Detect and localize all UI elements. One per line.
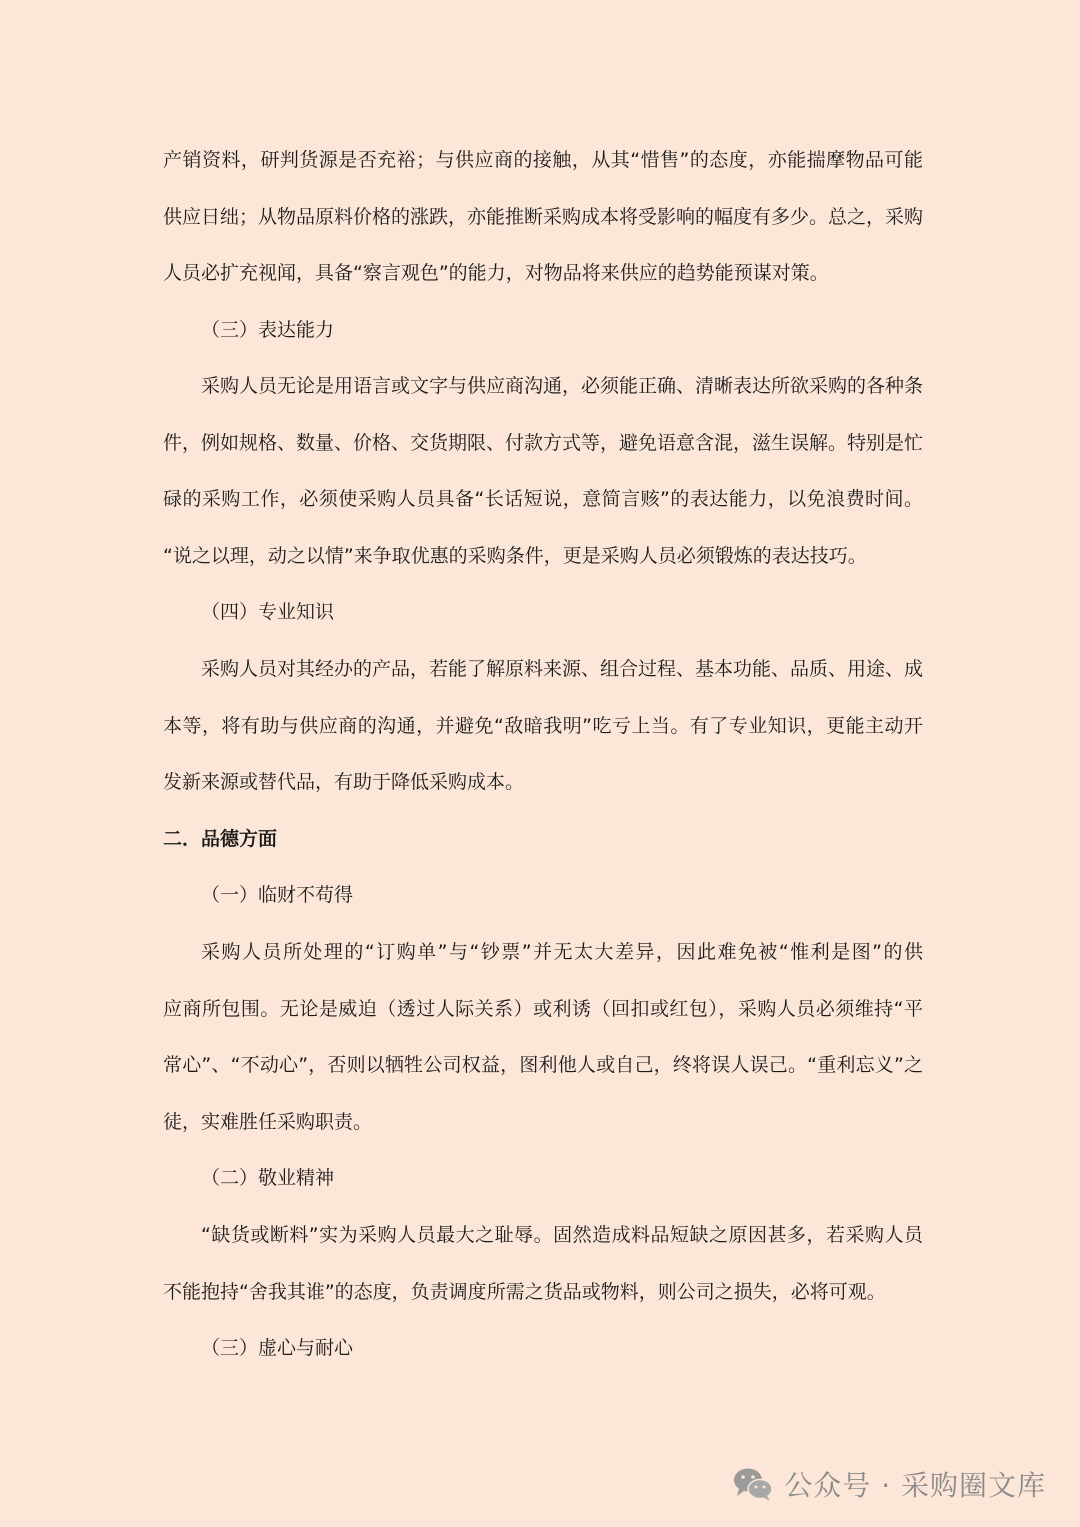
paragraph-line: 本等，将有助与供应商的沟通，并避免“敌暗我明”吃亏上当。有了专业知识，更能主动开	[163, 715, 923, 737]
paragraph-line: “说之以理，动之以情”来争取优惠的采购条件，更是采购人员必须锻炼的表达技巧。	[163, 545, 867, 567]
subsection-heading: （四）专业知识	[201, 601, 335, 623]
subsection-heading: （一）临财不苟得	[201, 884, 354, 906]
wechat-icon	[732, 1466, 774, 1502]
watermark-text: 公众号 · 采购圈文库	[784, 1469, 1046, 1502]
paragraph-line: 发新来源或替代品，有助于降低采购成本。	[163, 771, 525, 793]
paragraph-line: 采购人员所处理的“订购单”与“钞票”并无太大差异，因此难免被“惟利是图”的供	[201, 941, 923, 963]
section-heading: 二．品德方面	[163, 828, 278, 850]
paragraph-line: 产销资料，研判货源是否充裕；与供应商的接触，从其“惜售”的态度，亦能揣摩物品可能	[163, 149, 923, 171]
paragraph-line: 不能抱持“舍我其谁”的态度，负责调度所需之货品或物料，则公司之损失，必将可观。	[163, 1281, 886, 1303]
subsection-heading: （三）虚心与耐心	[201, 1337, 354, 1359]
subsection-heading: （二）敬业精神	[201, 1167, 335, 1189]
paragraph-line: 常心”、“不动心”，否则以牺牲公司权益，图利他人或自己，终将误人误己。“重利忘义”之	[163, 1054, 923, 1076]
paragraph-line: 应商所包围。无论是威迫（透过人际关系）或利诱（回扣或红包），采购人员必须维持“平	[163, 998, 923, 1020]
paragraph-line: 供应日绌；从物品原料价格的涨跌，亦能推断采购成本将受影响的幅度有多少。总之，采购	[163, 206, 924, 228]
paragraph-line: 采购人员对其经办的产品，若能了解原料来源、组合过程、基本功能、品质、用途、成	[201, 658, 924, 680]
watermark	[732, 1464, 1046, 1504]
paragraph-line: 人员必扩充视闻，具备“察言观色”的能力，对物品将来供应的趋势能预谋对策。	[163, 262, 829, 284]
paragraph-line: 采购人员无论是用语言或文字与供应商沟通，必须能正确、清晰表达所欲采购的各种条	[201, 375, 924, 397]
paragraph-line: 件，例如规格、数量、价格、交货期限、付款方式等，避免语意含混，滋生误解。特别是忙	[163, 432, 924, 454]
paragraph-line: 徒，实难胜任采购职责。	[163, 1111, 373, 1133]
paragraph-line: 碌的采购工作，必须使采购人员具备“长话短说，意简言赅”的表达能力，以免浪费时间。	[163, 488, 923, 510]
subsection-heading: （三）表达能力	[201, 319, 335, 341]
paragraph-line: “缺货或断料”实为采购人员最大之耻辱。固然造成料品短缺之原因甚多，若采购人员	[201, 1224, 923, 1246]
